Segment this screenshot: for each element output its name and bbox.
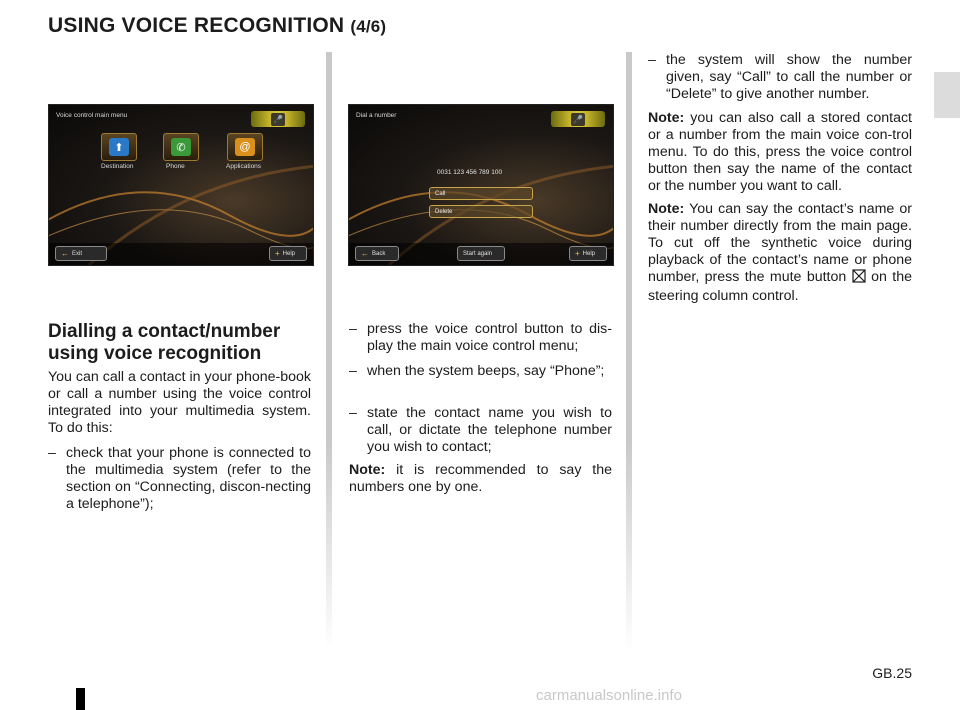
list-item: [349, 405, 612, 456]
exit-button[interactable]: [55, 246, 107, 261]
screen-title: Voice control main menu: [56, 112, 128, 119]
mute-button-icon: [852, 269, 866, 288]
bullet-dash: –: [349, 405, 357, 421]
microphone-icon: 🎤: [571, 113, 585, 126]
bullet-text: check that your phone is connected to the multimedia system (refer to the section on “Connecting, discon-necting a telephone”);: [66, 445, 311, 512]
help-label: Help: [582, 250, 596, 257]
list-item: [349, 321, 612, 355]
list-item: [349, 363, 612, 380]
destination-arrow-icon: ⬆: [109, 138, 129, 156]
list-item: [48, 445, 311, 513]
note-paragraph: [648, 201, 912, 305]
back-arrow-icon: ←: [361, 249, 369, 258]
start-again-button[interactable]: [457, 246, 505, 261]
note-tail-text: on the steering column control.: [648, 269, 912, 304]
screen-swirl-background: [49, 105, 313, 265]
destination-label: Destination: [101, 163, 134, 170]
note-paragraph: [349, 462, 612, 496]
page-title-text: USING VOICE RECOGNITION: [48, 14, 345, 37]
phone-label: Phone: [166, 163, 185, 170]
screen-title: Dial a number: [356, 112, 397, 119]
bullet-dash: –: [648, 52, 656, 68]
heading-line-2: using voice recognition: [48, 343, 262, 364]
delete-option[interactable]: Delete: [429, 205, 533, 218]
phone-button[interactable]: [163, 133, 199, 161]
screen-swirl-background: [349, 105, 613, 265]
section-tab: [934, 72, 960, 118]
applications-label: Applications: [226, 163, 262, 170]
back-button[interactable]: [355, 246, 399, 261]
plus-icon: +: [575, 249, 580, 258]
dialled-number: 0031 123 456 789 100: [437, 169, 503, 176]
watermark: carmanualsonline.info: [536, 687, 682, 704]
page-title: [48, 14, 386, 38]
call-option[interactable]: Call: [429, 187, 533, 200]
microphone-icon: 🎤: [271, 113, 285, 126]
note-text: you can also call a stored contact or a number from the main voice con-trol menu. To do this, press the voice control button then say the name of the contact or the number you want to call.: [648, 110, 912, 194]
start-again-label: Start again: [463, 250, 493, 257]
column-divider-1: [326, 52, 332, 652]
exit-label: Exit: [72, 250, 83, 257]
plus-icon: +: [275, 249, 280, 258]
heading-line-1: Dialling a contact/number: [48, 321, 281, 342]
bullet-text: when the system beeps, say “Phone”;: [367, 363, 605, 379]
note-paragraph: [648, 110, 912, 195]
back-arrow-icon: ←: [61, 249, 69, 258]
voice-level-bar: [251, 111, 305, 127]
list-item: [648, 52, 912, 103]
applications-button[interactable]: [227, 133, 263, 161]
help-button[interactable]: [269, 246, 307, 261]
phone-icon: ✆: [171, 138, 191, 156]
bullet-dash: –: [349, 363, 357, 379]
help-button[interactable]: [569, 246, 607, 261]
back-label: Back: [372, 250, 386, 257]
section-heading: [48, 321, 280, 365]
bullet-dash: –: [48, 445, 56, 461]
page-title-part: (4/6): [350, 17, 387, 36]
bullet-text: the system will show the number given, say “Call” to call the number or “Delete” to give another number.: [666, 52, 912, 102]
note-label: Note:: [349, 462, 386, 478]
voice-main-menu-screen: [48, 104, 314, 266]
bullet-dash: –: [349, 321, 357, 337]
note-label: Note:: [648, 110, 685, 126]
voice-level-bar: [551, 111, 605, 127]
dial-number-screen: [348, 104, 614, 266]
note-text: You can say the contact’s name or their number directly from the main page. To cut off the synthetic voice during playback of the contact’s name or phone number, press the mute button: [648, 201, 912, 285]
at-sign-icon: @: [235, 138, 255, 156]
note-label: Note:: [648, 201, 685, 217]
bullet-text: press the voice control button to dis-play the main voice control menu;: [367, 321, 612, 354]
destination-button[interactable]: [101, 133, 137, 161]
corner-mark: [76, 688, 85, 710]
column-divider-2: [626, 52, 632, 652]
help-label: Help: [282, 250, 296, 257]
intro-paragraph: You can call a contact in your phone-book or call a number using the voice control integrated into your multimedia system. To do this:: [48, 369, 311, 436]
page-number: GB.25: [872, 665, 912, 681]
bullet-text: state the contact name you wish to call, or dictate the telephone number you wish to contact;: [367, 405, 612, 455]
note-text: it is recommended to say the numbers one by one.: [349, 462, 612, 495]
